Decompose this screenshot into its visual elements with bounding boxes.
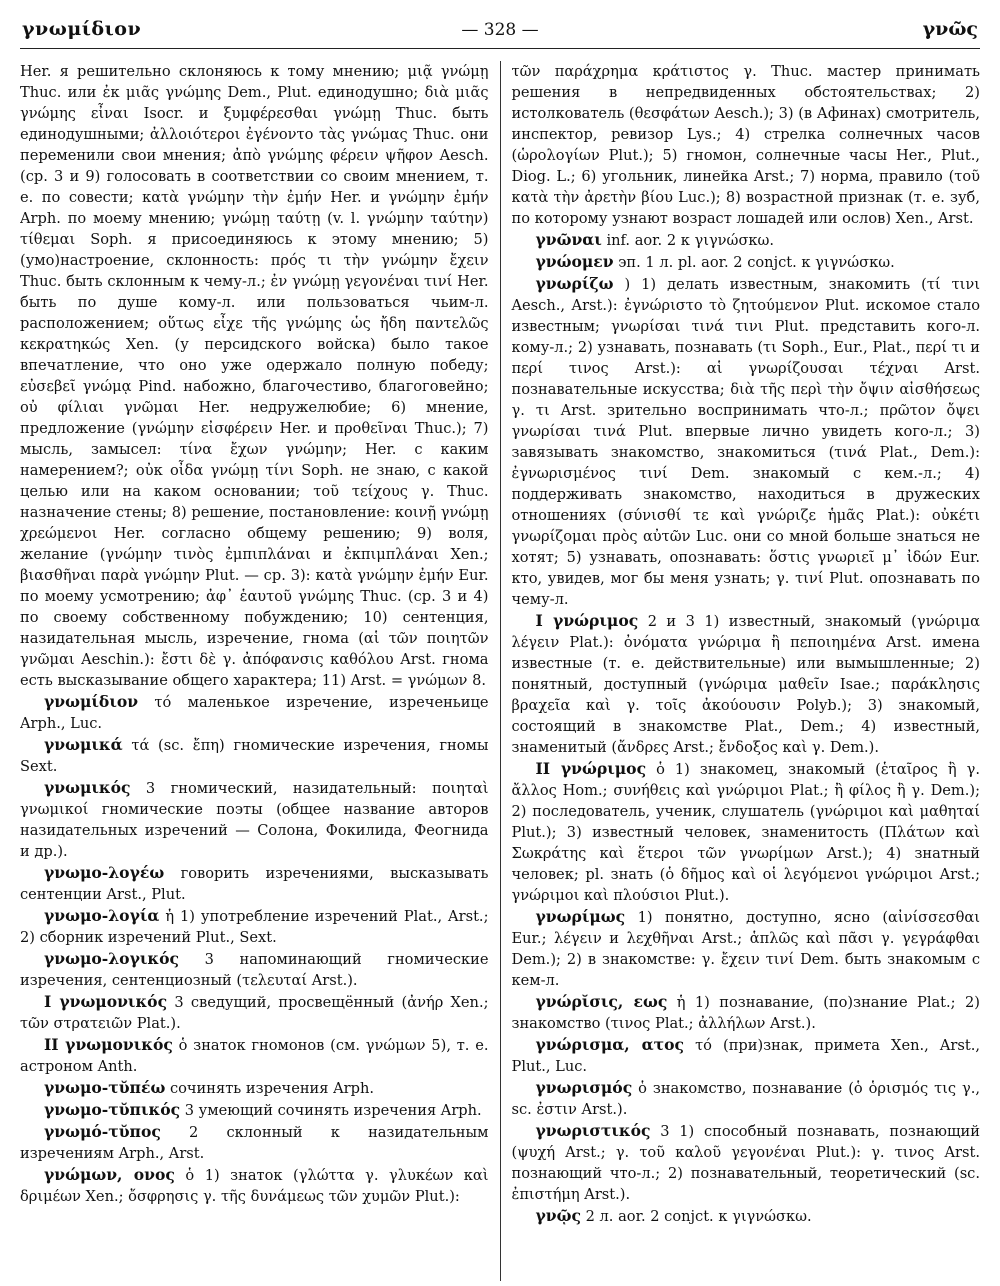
entry-definition: эп. 1 л. pl. aor. 2 conjct. к γιγνώσκω. xyxy=(613,254,895,271)
entry-definition: ὁ 1) знаток (γλώττα γ. γλυκέων καὶ δριμέων Xen.; ὄσφρησις γ. τῆς δυνάμεως τῶν χυμῶν Plut.): xyxy=(20,1167,489,1205)
entry-headword: γνωμο-λογικός xyxy=(44,949,180,968)
entry-headword: γνωμο-λογέω xyxy=(44,863,165,882)
entry-definition: 2 склонный к назидательным изречениям Arph., Arst. xyxy=(20,1124,489,1162)
dictionary-entry xyxy=(512,1034,981,1077)
entry-headword: γνώρισμα, ατος xyxy=(535,1035,684,1054)
entry-headword: γνῶναι xyxy=(535,230,602,249)
dictionary-entry xyxy=(512,273,981,610)
entry-definition: сочинять изречения Arph. xyxy=(165,1080,375,1097)
entry-definition: 2 л. aor. 2 conjct. к γιγνώσκω. xyxy=(580,1208,812,1225)
dictionary-entry xyxy=(512,1205,981,1227)
entry-definition: 3 напоминающий гномические изречения, сентенциозный (τελευταί Arst.). xyxy=(20,951,489,989)
running-head-left: γνωμίδιον xyxy=(22,18,142,40)
page-header xyxy=(20,14,980,49)
dictionary-entry xyxy=(512,906,981,991)
entry-headword: γνώρῐσις, εως xyxy=(535,992,668,1011)
dictionary-entry xyxy=(20,1034,489,1077)
entry-headword: γνωρίζω xyxy=(535,274,614,293)
dictionary-entry xyxy=(20,734,489,777)
entry-headword: II γνώριμος xyxy=(535,759,647,778)
dictionary-entry xyxy=(20,1099,489,1121)
dictionary-entry xyxy=(20,777,489,862)
entry-headword: γνωμικά xyxy=(44,735,123,754)
entry-definition: ) 1) делать известным, знакомить (τί τινι Aesch., Arst.): ἐγνώριστο τὸ ζητούμενον Plut. искомое стало известным; γνωρίσαι τινά τινι Plut. представить кого-л. кому-л.; 2) узнавать, познавать (τι Soph., Eur., Plat., περί τι и περί τινος Arst.): αἱ γνωρίζουσαι τέχναι Arst. познавательные искусства; διὰ τῆς περὶ τὴν ὄψιν αἰσθήσεως γ. τι Arst. зрительно воспринимать что-л.; πρῶτον ὄψει γνωρίσαι τινά Plut. впервые лично увидеть кого-л.; 3) завязывать знакомство, знакомиться (τινά Plat., Dem.): ἐγνωρισμένος τινί Dem. знакомый с кем.-л.; 4) поддерживать знакомство, находиться в дружеских отношениях (σύνισθί τε καὶ γνώριζε ἡμᾶς Plat.): οὐκέτι γνωρίζομαι πρὸς αὐτῶν Luc. они со мной больше знаться не хотят; 5) узнавать, опознавать: ὅστις γνωριεῖ μ᾽ ἰδών Eur. кто, увидев, мог бы меня узнать; γ. τινί Plut. опознавать по чему-л. xyxy=(511,276,980,608)
entry-definition: 3 гномический, назидательный: ποιηταὶ γνωμικοί гномические поэты (общее название авторов назидательных изречений — Солона, Фокилида, Феогнида и др.). xyxy=(20,780,489,860)
entry-headword: γνωρίμως xyxy=(535,907,626,926)
entry-definition: ἡ 1) познавание, (по)знание Plat.; 2) знакомство (τινος Plat.; ἀλλήλων Arst.). xyxy=(511,994,980,1032)
entry-headword: γνωμίδιον xyxy=(44,692,139,711)
entry-headword: γνωριστικός xyxy=(535,1121,651,1140)
entry-definition: inf. aor. 2 к γιγνώσκω. xyxy=(601,232,775,249)
entry-definition: τά (sc. ἔπη) гномические изречения, гномы Sext. xyxy=(20,737,489,775)
entry-headword: I γνωμονικός xyxy=(44,992,168,1011)
dictionary-entry xyxy=(512,758,981,906)
dictionary-entry xyxy=(512,1120,981,1205)
dictionary-entry xyxy=(20,948,489,991)
dictionary-entry xyxy=(20,862,489,905)
entry-headword: γνωρισμός xyxy=(535,1078,633,1097)
dictionary-entry xyxy=(512,229,981,251)
dictionary-entry xyxy=(512,991,981,1034)
continued-entry-text: τῶν παράχρημα κράτιστος γ. Thuc. мастер принимать решения в непредвиденных обстоятельствах; 2) истолкователь (θεσφάτων Aesch.); 3) (в Афинах) смотритель, инспектор, ревизор Lys.; 4) стрелка солнечных часов (ὡρολογίων Plut.); 5) гномон, солнечные часы Her., Plut., Diog. L.; 6) угольник, линейка Arst.; 7) норма, правило (τοῦ κατὰ τὴν ἀρετὴν βίου Luc.); 8) возрастной признак (т. е. зуб, по которому узнают возраст лошадей или ослов) Xen., Arst. xyxy=(511,63,980,227)
entry-headword: γνωμικός xyxy=(44,778,131,797)
running-head-right: γνῶς xyxy=(922,18,978,40)
dictionary-entry xyxy=(20,1164,489,1207)
dictionary-entry xyxy=(20,1121,489,1164)
entry-definition: 1) понятно, доступно, ясно (αἰνίσσεσθαι Eur.; λέγειν и λεχθῆναι Arst.; ἁπλῶς καὶ πᾶσι γ. γεγράφθαι Dem.); 2) в знакомстве: γ. ἔχειν τινί Dem. быть знакомым с кем-л. xyxy=(511,909,980,989)
entry-definition: 2 и 3 1) известный, знакомый (γνώριμα λέγειν Plat.): ὀνόματα γνώριμα ἢ πεποιημένα Arst. имена известные (т. е. действительные) или вымышленные; 2) понятный, доступный (γνώριμα μαθεῖν Isae.; παράκλησις βραχεῖα καὶ γ. τοῖς ἀκούουσιν Polyb.); 3) знакомый, состоящий в знакомстве Plat., Dem.; 4) известный, знаменитый (ἄνδρες Arst.; ἔνδοξος καὶ γ. Dem.). xyxy=(511,613,980,756)
left-column xyxy=(20,61,500,1281)
entry-headword: γνῷς xyxy=(535,1206,581,1225)
dictionary-entry xyxy=(512,1077,981,1120)
dictionary-entry xyxy=(512,610,981,758)
entry-headword: γνωμο-λογία xyxy=(44,906,160,925)
entry-headword: γνώομεν xyxy=(535,252,614,271)
entry-definition: ὁ знакомство, познавание (ὁ ὁρισμός τις γ., sc. ἐστιν Arst.). xyxy=(511,1080,980,1118)
entry-definition: ὁ 1) знакомец, знакомый (ἑταῖρος ἢ γ. ἄλλος Hom.; συνήθεις καὶ γνώριμοι Plat.; ἢ φίλος ἢ γ. Dem.); 2) последователь, ученик, слушатель (γνώριμοι καὶ μαθηταί Plut.); 3) известный человек, знаменитость (Πλάτων καὶ Σωκράτης καὶ ἕτεροι τῶν γνωρίμων Arst.); 4) знатный человек; pl. знать (ὁ δῆμος καὶ οἱ λεγόμενοι γνώριμοι Arst.; γνώριμοι καὶ πλούσιοι Plut.). xyxy=(511,761,980,904)
entry-definition: 3 1) способный познавать, познающий (ψυχή Arst.; γ. τοῦ καλοῦ γεγονέναι Plut.): γ. τινος Arst. познающий что-л.; 2) познавательный, теоретический (sc. ἐπιστήμη Arst.). xyxy=(511,1123,980,1203)
entry-headword: γνωμό-τῠπος xyxy=(44,1122,161,1141)
dictionary-entry xyxy=(20,905,489,948)
entry-headword: γνωμο-τῠπικός xyxy=(44,1100,181,1119)
entry-headword: γνωμο-τῠπέω xyxy=(44,1078,166,1097)
entry-definition: τό (при)знак, примета Xen., Arst., Plut., Luc. xyxy=(511,1037,980,1075)
page-number: — 328 — xyxy=(461,20,539,40)
entry-definition: ὁ знаток гномонов (см. γνώμων 5), т. е. астроном Anth. xyxy=(20,1037,489,1075)
right-column xyxy=(501,61,981,1281)
entry-definition: говорить изречениями, высказывать сентенции Arst., Plut. xyxy=(20,865,489,903)
entry-headword: I γνώριμος xyxy=(535,611,639,630)
dictionary-entry xyxy=(20,1077,489,1099)
entry-definition: ἡ 1) употребление изречений Plat., Arst.; 2) сборник изречений Plut., Sext. xyxy=(20,908,489,946)
dictionary-entry xyxy=(20,991,489,1034)
entry-definition: τό маленькое изречение, изреченьице Arph., Luc. xyxy=(20,694,489,732)
entry-headword: γνώμων, ονος xyxy=(44,1165,175,1184)
dictionary-entry xyxy=(20,691,489,734)
entry-definition: 3 сведущий, просвещённый (ἀνήρ Xen.; τῶν στρατειῶν Plat.). xyxy=(20,994,489,1032)
continued-entry-text: Her. я решительно склоняюсь к тому мнению; μιᾷ γνώμῃ Thuc. или ἐκ μιᾶς γνώμης Dem., Plut. единодушно; διὰ μιᾶς γνώμης εἶναι Isocr. и ξυμφέρεσθαι γνώμῃ Thuc. быть единодушными; ἀλλοιότεροι ἐγένοντο τὰς γνώμας Thuc. они переменили свои мнения; ἀπὸ γνώμης φέρειν ψῆφον Aesch. (ср. 3 и 9) голосовать в соответствии со своим мнением, т. е. по совести; κατὰ γνώμην τὴν ἐμήν Her. и γνώμην ἐμήν Arph. по моему мнению; γνώμῃ ταύτῃ (v. l. γνώμην ταύτην) τίθεμαι Soph. я присоединяюсь к этому мнению; 5) (умо)настроение, склонность: πρός τι τὴν γνώμην ἔχειν Thuc. быть склонным к чему-л.; ἐν γνώμῃ γεγονέναι τινί Her. быть по душе кому-л. или пользоваться чьим-л. расположением; οὕτως εἶχε τῆς γνώμης ὡς ἤδη παντελῶς κεκρατηκώς Xen. (у персидского войска) было такое впечатление, что оно уже одержало полную победу; εὐσεβεῖ γνώμᾳ Pind. набожно, благочестиво, благоговейно; οὐ φίλιαι γνῶμαι Her. недружелюбие; 6) мнение, предложение (γνώμην εἰσφέρειν Her. и προθεῖναι Thuc.); 7) мысль, замысел: τίνα ἔχων γνώμην; Her. с каким намерением?; οὐκ οἶδα γνώμῃ τίνι Soph. не знаю, с какой целью или на каком основании; τοῦ τείχους γ. Thuc. назначение стены; 8) решение, постановление: κοινῇ γνώμῃ χρεώμενοι Her. согласно общему решению; 9) воля, желание (γνώμην τινὸς ἐμπιπλάναι и ἐκπιμπλάναι Xen.; βιασθῆναι παρὰ γνώμην Plut. — ср. 3): κατὰ γνώμην ἐμήν Eur. по моему усмотрению; ἀφ᾽ ἑαυτοῦ γνώμης Thuc. (ср. 3 и 4) по своему собственному побуждению; 10) сентенция, назидательная мысль, изречение, гнома (αἱ τῶν ποιητῶν γνῶμαι Aeschin.): ἔστι δὲ γ. ἀπόφανσις καθόλου Arst. гнома есть высказывание общего характера; 11) Arst. = γνώμων 8. xyxy=(20,63,489,689)
two-column-body xyxy=(20,61,980,1281)
entry-headword: II γνωμονικός xyxy=(44,1035,173,1054)
dictionary-entry xyxy=(512,251,981,273)
entry-definition: 3 умеющий сочинять изречения Arph. xyxy=(180,1102,482,1119)
